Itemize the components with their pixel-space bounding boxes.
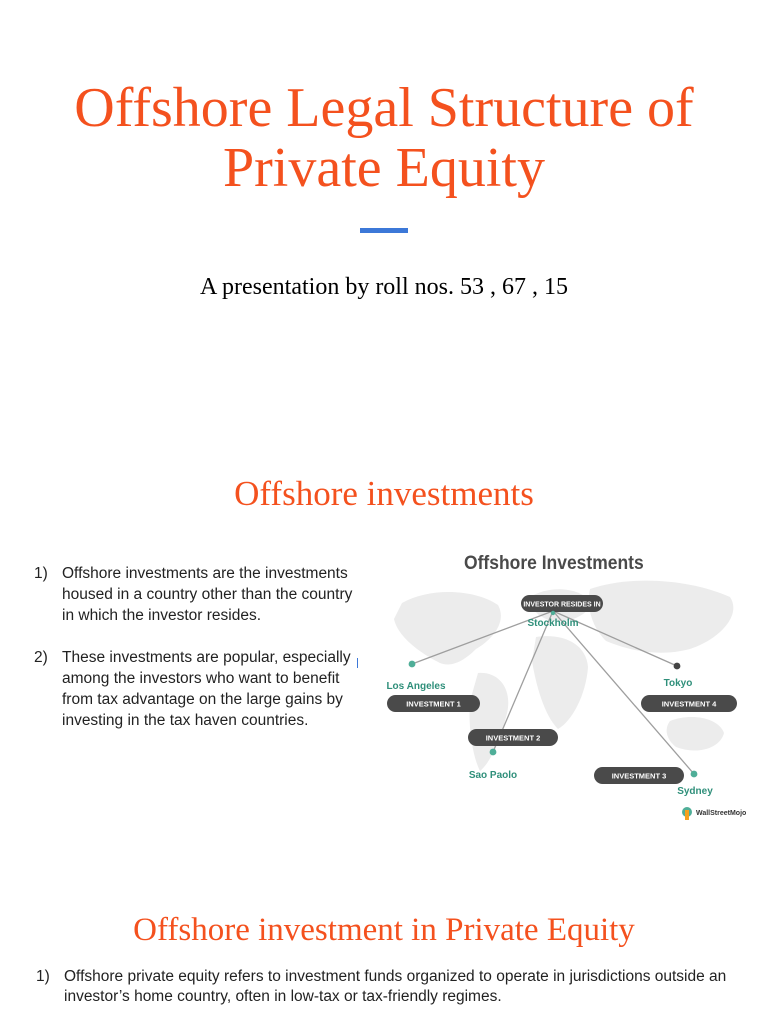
title-underline-bar [360, 228, 408, 233]
city-label: Sydney [677, 786, 713, 797]
list-number: 1) [36, 968, 50, 985]
hub-label: INVESTOR RESIDES IN [523, 601, 601, 609]
section-heading-offshore-investments: Offshore investments [234, 474, 534, 513]
list-item [34, 647, 354, 731]
subtitle: A presentation by roll nos. 53 , 67 , 15 [200, 274, 568, 300]
city-marker [691, 771, 698, 778]
city-label: Tokyo [663, 678, 693, 689]
hub-marker [551, 611, 555, 615]
city-marker [409, 661, 416, 668]
city-marker [490, 749, 497, 756]
list-item [34, 563, 354, 626]
page-title [20, 78, 748, 198]
figure-title: Offshore Investments [464, 553, 644, 574]
list-number: 1) [34, 565, 48, 582]
investment-label: INVESTMENT 4 [661, 699, 717, 709]
list-number: 2) [34, 649, 48, 666]
city-marker [674, 663, 681, 670]
offshore-investments-figure [380, 545, 765, 825]
section-heading-private-equity: Offshore investment in Private Equity [133, 912, 635, 948]
city-label: Los Angeles [386, 681, 446, 692]
hub-city-label: Stockholm [527, 618, 579, 629]
list-text: Offshore private equity refers to investment funds organized to operate in jurisdictions outside an investor’s home country, often in low-tax or tax-friendly regimes. [64, 968, 727, 1005]
list-text: These investments are popular, especially among the investors who want to benefit from tax advantage on the large gains by investing in the tax haven countries. [62, 649, 351, 729]
private-equity-list [36, 967, 756, 1007]
investment-label: INVESTMENT 3 [611, 771, 667, 781]
slide-title [0, 0, 768, 400]
logo-icon-stem [685, 810, 689, 820]
investment-label: INVESTMENT 2 [485, 733, 541, 743]
text-cursor [357, 658, 358, 668]
title-line-2: Private Equity [223, 137, 545, 199]
world-map-diagram [380, 545, 765, 825]
city-label: Sao Paolo [468, 770, 518, 781]
list-item [36, 967, 756, 1007]
investment-label: INVESTMENT 1 [406, 699, 461, 709]
title-line-1: Offshore Legal Structure of [74, 77, 694, 139]
offshore-investments-list [34, 563, 354, 752]
logo-text: WallStreetMojo [696, 810, 747, 817]
list-text: Offshore investments are the investments housed in a country other than the country in which the investor resides. [62, 565, 353, 624]
